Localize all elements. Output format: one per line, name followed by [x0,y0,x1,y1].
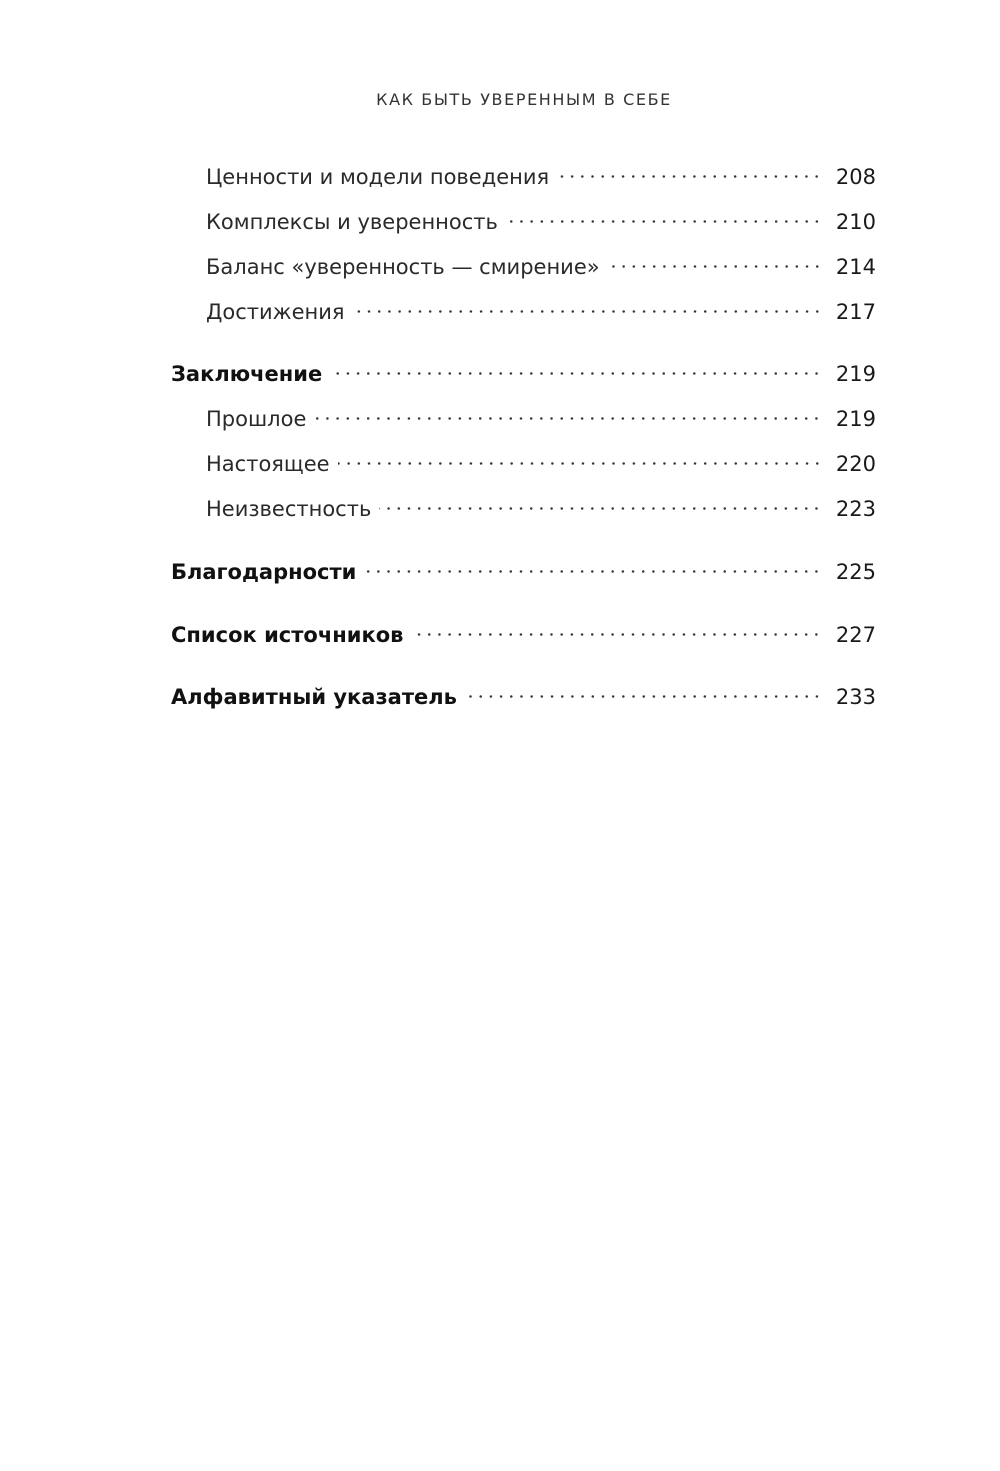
toc-entry-title: Баланс «уверенность — смирение» [206,255,600,279]
toc-entry-past[interactable] [206,398,876,433]
toc-entry-page: 219 [835,407,876,431]
toc-entry-present[interactable] [206,443,876,478]
toc-entry-title: Прошлое [206,407,307,431]
toc-entry-title: Настоящее [206,452,330,476]
toc-entry-page: 208 [835,165,876,189]
toc-entry-balance[interactable] [206,246,876,281]
toc-entry-values-behavior[interactable] [206,156,876,191]
dot-leader [411,614,821,642]
toc-entry-sources[interactable] [171,614,876,649]
toc-entry-page: 223 [835,497,876,521]
toc-entry-page: 227 [835,623,876,647]
toc-entry-achievements[interactable] [206,291,876,326]
dot-leader [379,488,822,516]
toc-entry-page: 225 [835,560,876,584]
running-header: КАК БЫТЬ УВЕРЕННЫМ В СЕБЕ [376,90,672,109]
toc-entry-title: Достижения [206,300,345,324]
toc-entry-page: 219 [835,362,876,386]
toc-entry-title: Комплексы и уверенность [206,210,498,234]
toc-entry-title: Неизвестность [206,497,372,521]
toc-entry-page: 217 [835,300,876,324]
dot-leader [314,398,822,426]
toc-entry-page: 220 [835,452,876,476]
toc-entry-acknowledgements[interactable] [171,551,876,586]
dot-leader [353,291,822,319]
dot-leader [465,676,822,704]
toc-entry-page: 210 [835,210,876,234]
toc-entry-page: 233 [835,685,876,709]
dot-leader [364,551,822,579]
toc-entry-unknown[interactable] [206,488,876,523]
toc-entry-title: Благодарности [171,560,357,584]
toc-entry-page: 214 [835,255,876,279]
toc-entry-index[interactable] [171,676,876,711]
dot-leader [608,246,822,274]
dot-leader [557,156,822,184]
dot-leader [338,443,822,471]
toc-entry-title: Алфавитный указатель [171,685,457,709]
dot-leader [506,201,822,229]
toc-entry-complexes-confidence[interactable] [206,201,876,236]
dot-leader [330,353,822,381]
toc-entry-title: Список источников [171,623,404,647]
toc-entry-title: Заключение [171,362,323,386]
toc-entry-title: Ценности и модели поведения [206,165,550,189]
toc-entry-conclusion[interactable] [171,353,876,388]
